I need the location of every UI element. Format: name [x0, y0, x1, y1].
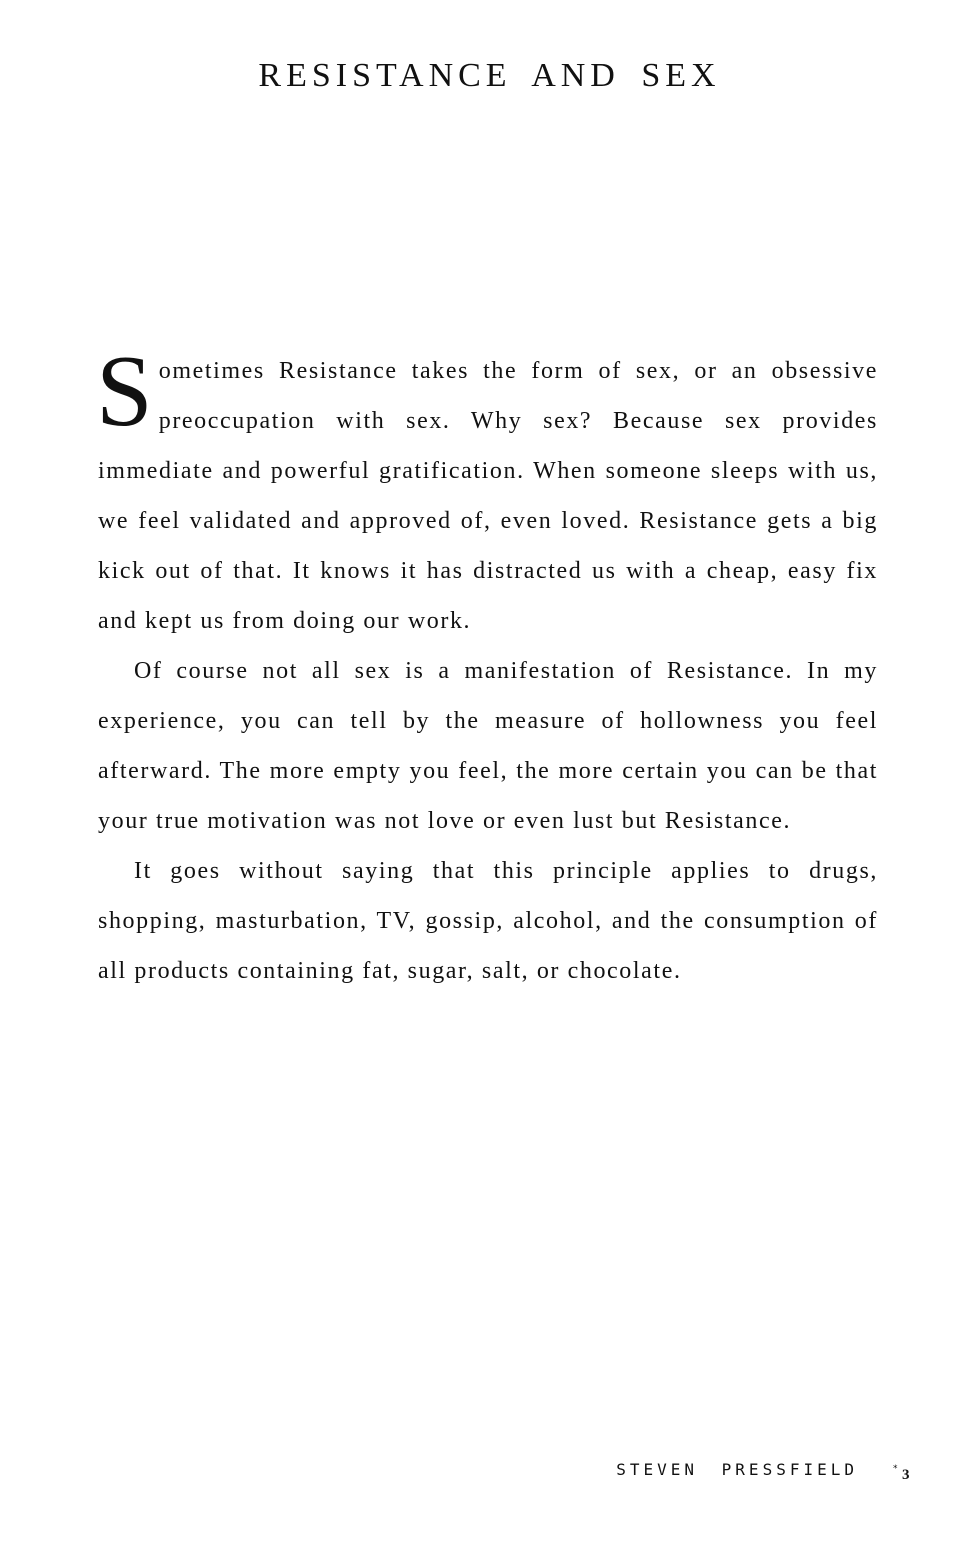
running-footer-author: STEVEN PRESSFIELD [616, 1460, 858, 1479]
paragraph-3: It goes without saying that this principle applies to drugs, shopping, masturbation, TV, gossip, alcohol, and the consumption of all products containing fat, sugar, salt, or chocolate. [98, 858, 878, 984]
paragraph-1 [96, 335, 878, 646]
page-footer [0, 1460, 979, 1490]
paragraph-1-text: ometimes Resistance takes the form of sex, or an obsessive preoccupation with sex. Why sex? Because sex provides immediate and powerful gratification. When someone sleeps with us, we feel validated and approved of, even loved. Resistance gets a big kick out of that. It knows it has distracted us with a cheap, easy fix and kept us from doing our work. [98, 358, 878, 634]
chapter-body [96, 335, 878, 996]
paragraph-2: Of course not all sex is a manifestation of Resistance. In my experience, you can tell by the measure of hollowness you feel afterward. The more empty you feel, the more certain you can be that your true motivation was not love or even lust but Resistance. [98, 658, 878, 834]
page-title: RESISTANCE AND SEX [258, 57, 721, 94]
page-number: 3 [902, 1467, 910, 1483]
drop-cap: S [96, 335, 153, 448]
footer-ornament: * [893, 1464, 898, 1474]
